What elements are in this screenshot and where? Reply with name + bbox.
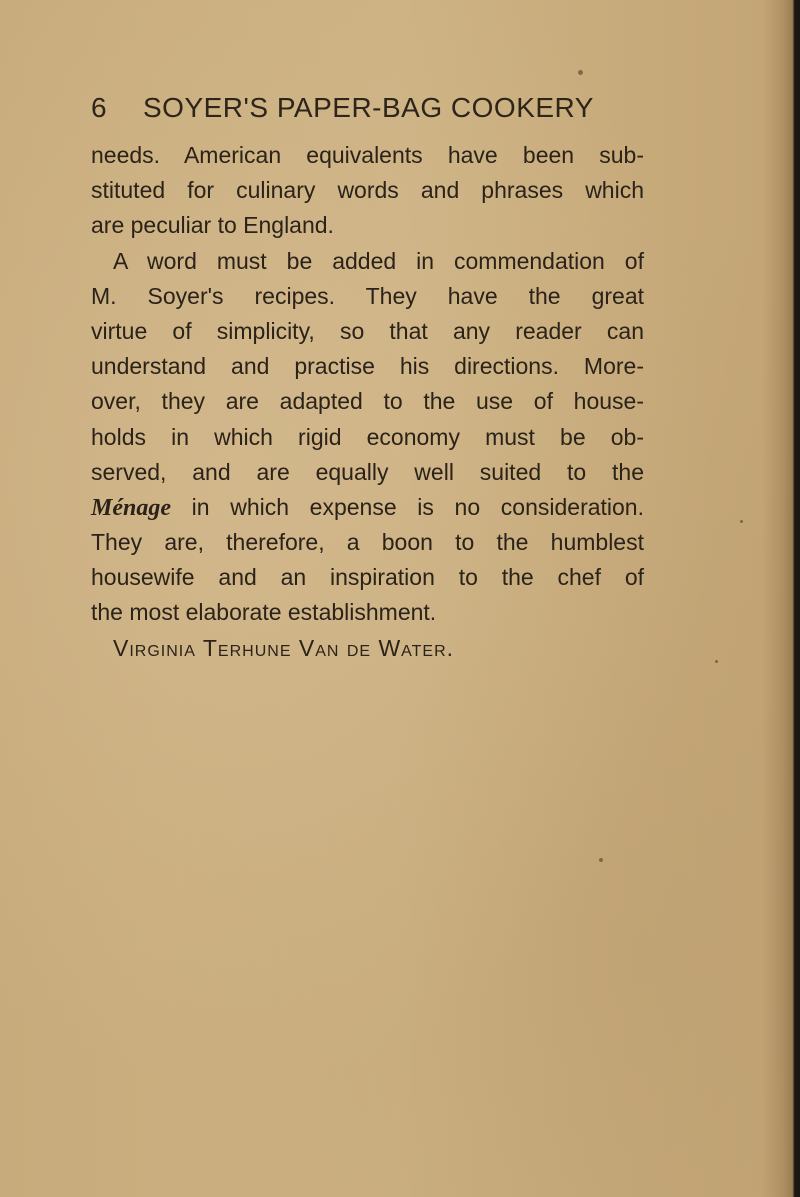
text-line: served, and are equally well suited to the (91, 458, 644, 485)
menage-word: Ménage (91, 494, 171, 521)
paper-speck (715, 660, 718, 663)
running-head (91, 92, 711, 132)
text-line: over, they are adapted to the use of house- (91, 388, 644, 415)
text-line: virtue of simplicity, so that any reader can (91, 317, 644, 344)
text-line: the most elaborate establishment. (91, 599, 437, 626)
text-line: M. Soyer's recipes. They have the great (91, 282, 644, 309)
text-line: are peculiar to England. (91, 212, 334, 239)
body-text (91, 138, 644, 666)
text-line: needs. American equivalents have been sub- (91, 142, 644, 168)
author-signature: Virginia Terhune Van de Water. (113, 634, 455, 661)
paper-speck (578, 70, 583, 75)
text-line: A word must be added in commendation of (113, 247, 644, 274)
menage-rest: in which expense is no consideration. (171, 493, 644, 520)
text-line: holds in which rigid economy must be ob- (91, 423, 644, 450)
text-line: housewife and an inspiration to the chef of (91, 564, 644, 591)
page-edge-shadow (762, 0, 800, 1197)
paper-speck (740, 520, 743, 523)
text-line: They are, therefore, a boon to the humblest (91, 529, 644, 556)
running-head-title: SOYER'S PAPER-BAG COOKERY (143, 92, 594, 123)
paper-speck (599, 858, 603, 862)
text-line: stituted for culinary words and phrases which (91, 177, 644, 204)
page-number: 6 (91, 92, 108, 123)
text-line: understand and practise his directions. More- (91, 353, 644, 380)
text-line-menage (91, 490, 644, 525)
